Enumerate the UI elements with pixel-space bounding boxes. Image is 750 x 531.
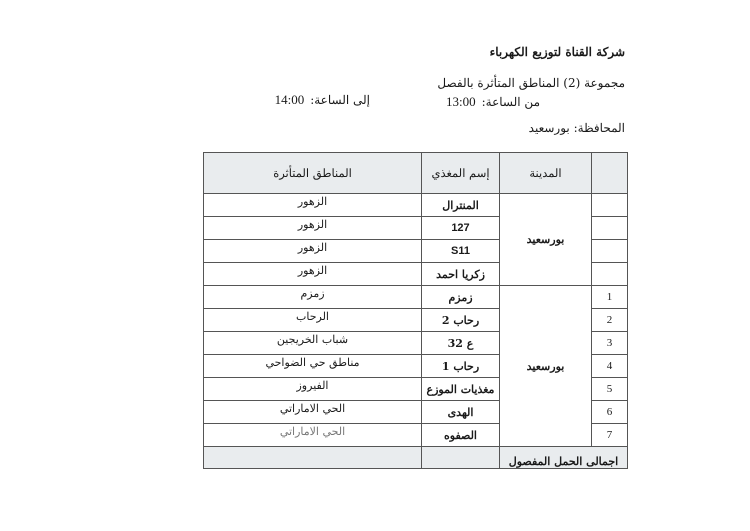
feeder-cell: S11 — [422, 240, 500, 263]
governorate-value: بورسعيد — [528, 121, 570, 135]
feeder-cell: 127 — [422, 217, 500, 240]
row-index: 3 — [592, 332, 628, 355]
col-header-areas: المناطق المتأثرة — [204, 153, 422, 194]
row-index — [592, 217, 628, 240]
governorate — [529, 121, 625, 135]
affected-areas-table — [203, 152, 628, 469]
row-index: 6 — [592, 401, 628, 424]
area-cell: الزهور — [204, 240, 422, 263]
row-index: 4 — [592, 355, 628, 378]
from-time — [446, 94, 540, 110]
row-index — [592, 194, 628, 217]
from-time-value: 13:00 — [446, 94, 476, 109]
total-load-label: اجمالى الحمل المفصول — [500, 447, 628, 469]
col-header-city: المدينة — [500, 153, 592, 194]
area-cell: مناطق حي الضواحي — [204, 355, 422, 378]
total-row — [204, 447, 628, 469]
area-cell: الرحاب — [204, 309, 422, 332]
to-time-value: 14:00 — [274, 92, 305, 107]
table-row — [204, 286, 628, 309]
row-index: 7 — [592, 424, 628, 447]
governorate-label: المحافظة: — [573, 121, 625, 135]
total-area-cell — [204, 447, 422, 469]
area-cell: الزهور — [204, 217, 422, 240]
row-index: 5 — [592, 378, 628, 401]
total-feeder-cell — [422, 447, 500, 469]
feeder-cell: زكريا احمد — [422, 263, 500, 286]
feeder-cell: رحاب 2 — [422, 309, 500, 332]
row-index: 2 — [592, 309, 628, 332]
col-header-index — [592, 153, 628, 194]
area-cell: شباب الخريجين — [204, 332, 422, 355]
area-cell: الحي الاماراتي — [204, 424, 422, 447]
table-row — [204, 194, 628, 217]
area-cell: الفيروز — [204, 378, 422, 401]
col-header-feeder: إسم المغذي — [422, 153, 500, 194]
company-name: شركة القناة لتوزيع الكهرباء — [489, 45, 625, 59]
to-time-label: إلى الساعة: — [310, 93, 370, 107]
city-cell: بورسعيد — [500, 194, 592, 286]
area-cell: الزهور — [204, 263, 422, 286]
area-cell: الحي الاماراتي — [204, 401, 422, 424]
to-time — [275, 92, 370, 108]
feeder-cell: مغذيات الموزع — [422, 378, 500, 401]
row-index — [592, 240, 628, 263]
area-cell: الزهور — [204, 194, 422, 217]
feeder-cell: رحاب 1 — [422, 355, 500, 378]
feeder-cell: ع 32 — [422, 332, 500, 355]
feeder-cell: الصفوه — [422, 424, 500, 447]
feeder-cell: المنترال — [422, 194, 500, 217]
row-index: 1 — [592, 286, 628, 309]
row-index — [592, 263, 628, 286]
table-header-row — [204, 153, 628, 194]
city-cell: بورسعيد — [500, 286, 592, 447]
area-cell: زمزم — [204, 286, 422, 309]
group-title: مجموعة (2) المناطق المتأثرة بالفصل — [437, 76, 625, 90]
from-time-label: من الساعة: — [481, 95, 540, 109]
feeder-cell: زمزم — [422, 286, 500, 309]
feeder-cell: الهدى — [422, 401, 500, 424]
